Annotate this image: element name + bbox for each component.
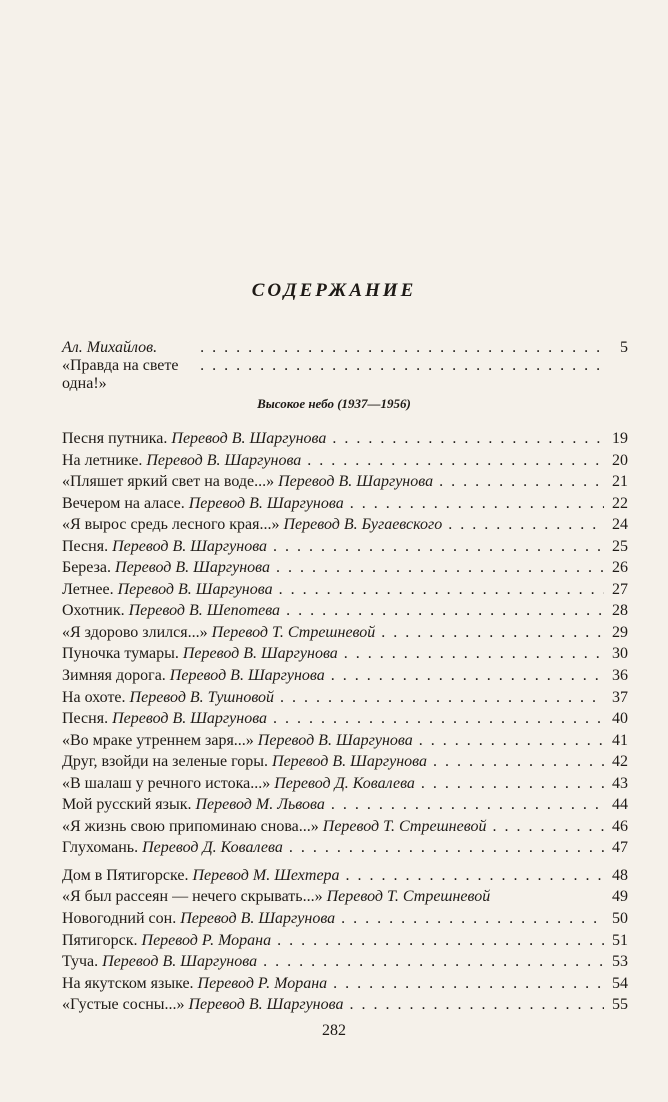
dot-leader <box>277 932 604 950</box>
toc-entry-translator: Перевод В. Шаргунова <box>115 559 270 577</box>
toc-entry-text <box>62 839 283 857</box>
toc-entry-text <box>62 430 326 448</box>
toc-entry <box>62 932 628 954</box>
dot-leader <box>381 624 604 642</box>
toc-entry <box>62 753 628 775</box>
toc-entry-page: 51 <box>612 931 628 949</box>
dot-leader <box>448 516 604 534</box>
dot-leader <box>331 667 604 685</box>
toc-entry-text <box>62 645 338 663</box>
toc-entry-translator: Перевод В. Шаргунова <box>117 580 273 598</box>
dot-leader <box>273 710 604 728</box>
toc-entry <box>62 975 628 997</box>
toc-entry-title: На якутском языке. <box>62 974 194 992</box>
toc-entry-text <box>62 538 267 556</box>
toc-entry-title: Мой русский язык. <box>62 796 192 814</box>
dot-leader <box>439 473 604 491</box>
toc-entry-text <box>62 796 325 814</box>
toc-entry-page: 36 <box>612 667 628 685</box>
toc-entry-page: 19 <box>612 430 628 447</box>
toc-entry-translator: Перевод В. Шаргунова <box>257 731 413 749</box>
toc-entry <box>62 538 628 560</box>
toc-entry <box>62 581 628 603</box>
dot-leader <box>263 953 604 971</box>
toc-entry-page: 46 <box>612 817 628 835</box>
toc-entry-title: Пятигорск. <box>62 931 138 949</box>
toc-entry-translator: Перевод В. Шаргунова <box>169 667 325 685</box>
toc-entry-translator: Перевод Д. Ковалева <box>274 774 415 792</box>
toc-entry-page: 50 <box>612 910 628 928</box>
toc-entry-translator: Перевод В. Шаргунова <box>278 473 434 491</box>
toc-entry-translator: Перевод В. Шаргунова <box>112 710 268 728</box>
toc-entry-title: На охоте. <box>62 688 126 706</box>
toc-entry-translator: Перевод В. Шаргунова <box>180 910 336 928</box>
toc-entry-translator: Перевод Р. Морана <box>141 931 272 949</box>
toc-entry-text <box>62 667 325 685</box>
page-title: СОДЕРЖАНИЕ <box>251 280 417 301</box>
toc-entry-page: 55 <box>612 996 628 1014</box>
toc-entry <box>62 953 628 975</box>
intro-entry <box>62 339 628 392</box>
toc-entry <box>62 516 628 538</box>
toc-entry <box>62 732 628 754</box>
toc-entry-title: Пуночка тумары. <box>62 645 179 663</box>
toc-entry-translator: Перевод М. Львова <box>195 796 325 814</box>
toc-entry-title: Песня. <box>62 537 109 555</box>
page-number: 282 <box>322 1022 346 1039</box>
toc-entry <box>62 867 628 889</box>
toc-entry-page: 24 <box>612 516 628 534</box>
toc-entry-title: «Пляшет яркий свет на воде...» <box>62 473 275 491</box>
intro-title: «Правда на свете одна!» <box>62 357 179 392</box>
toc-entry-title: Туча. <box>62 953 99 971</box>
toc-entry-text <box>62 932 271 950</box>
toc-entry-page: 41 <box>612 731 628 749</box>
toc-entry-title: Глухомань. <box>62 839 139 857</box>
toc-entry-title: Вечером на аласе. <box>62 494 185 512</box>
toc-entry-text <box>62 495 344 513</box>
intro-author: Ал. Михайлов. <box>62 339 158 356</box>
toc-entry-title: Зимняя дорога. <box>62 667 166 685</box>
dot-leader <box>280 689 604 707</box>
dot-leader <box>279 581 604 599</box>
toc-entry-page: 40 <box>612 710 628 728</box>
toc-entry-text <box>62 473 433 491</box>
toc-entry <box>62 624 628 646</box>
dot-leader <box>344 645 604 663</box>
dot-leader <box>419 732 604 750</box>
toc-entry-translator: Перевод В. Тушновой <box>129 688 275 706</box>
toc-entry-translator: Перевод В. Шаргунова <box>102 953 258 971</box>
dot-leader <box>276 559 604 577</box>
toc-entry-title: Новогодний сон. <box>62 910 177 928</box>
toc-entry-translator: Перевод Т. Стрешневой <box>322 817 487 835</box>
toc-entry <box>62 775 628 797</box>
toc-entry-title: Дом в Пятигорске. <box>62 866 189 884</box>
toc-entry-translator: Перевод В. Бугаевского <box>283 516 443 534</box>
toc-entry-text <box>62 452 301 470</box>
toc-entry-text <box>62 818 486 836</box>
dot-leader <box>307 452 604 470</box>
dot-leader <box>331 796 604 814</box>
dot-leader <box>286 602 604 620</box>
toc-entry-page: 27 <box>612 580 628 598</box>
toc-entry <box>62 888 628 910</box>
toc-entry-title: На летнике. <box>62 451 143 469</box>
toc-entry-page: 21 <box>612 473 628 491</box>
toc-entry-text <box>62 710 267 728</box>
toc-entry <box>62 473 628 495</box>
toc-entry-translator: Перевод В. Шаргунова <box>146 451 302 469</box>
dot-leader <box>273 538 604 556</box>
toc-entry <box>62 645 628 667</box>
toc-entry <box>62 689 628 711</box>
toc-entry-title: Охотник. <box>62 602 125 620</box>
toc-entry <box>62 602 628 624</box>
toc-entry-page: 22 <box>612 494 628 512</box>
intro-page: 5 <box>620 339 628 356</box>
toc-entry-text <box>62 910 335 928</box>
toc-entry-text <box>62 996 343 1014</box>
toc-entry-text <box>62 867 340 885</box>
toc-entry-title: «Я вырос средь лесного края...» <box>62 516 280 534</box>
toc-entry-page: 26 <box>612 559 628 577</box>
toc-entry-page: 20 <box>612 451 628 469</box>
dot-leader <box>350 495 604 513</box>
toc-entry-translator: Перевод В. Шаргунова <box>188 494 344 512</box>
toc-entry-translator: Перевод Т. Стрешневой <box>326 888 491 906</box>
toc-entry-title: «Густые сосны...» <box>62 996 185 1014</box>
toc-list <box>62 430 628 1018</box>
toc-entry-title: «Я жизнь свою припоминаю снова...» <box>62 817 319 835</box>
toc-entry-translator: Перевод М. Шехтера <box>192 866 340 884</box>
dot-leader <box>421 775 604 793</box>
toc-entry-text <box>62 624 375 642</box>
toc-entry <box>62 452 628 474</box>
toc-entry-page: 49 <box>612 888 628 906</box>
dot-leader <box>349 996 604 1014</box>
toc-entry-text <box>62 559 270 577</box>
toc-entry-page: 29 <box>612 623 628 641</box>
section-heading: Высокое небо (1937—1956) <box>257 396 411 411</box>
toc-entry-text <box>62 602 280 620</box>
toc-entry-page: 30 <box>612 645 628 663</box>
toc-entry-text <box>62 775 415 793</box>
toc-entry-page: 54 <box>612 974 628 992</box>
toc-entry-text <box>62 753 427 771</box>
toc-entry-title: «Я здорово злился...» <box>62 623 208 641</box>
toc-entry <box>62 559 628 581</box>
toc-entry-translator: Перевод Р. Морана <box>197 974 328 992</box>
toc-entry-translator: Перевод В. Шаргунова <box>272 753 427 771</box>
toc-entry-text <box>62 888 490 906</box>
dot-leader <box>346 867 604 885</box>
toc-entry <box>62 996 628 1018</box>
toc-entry-title: «Во мраке утреннем заря...» <box>62 731 254 749</box>
bleed-through-text <box>300 48 620 218</box>
toc-entry <box>62 818 628 840</box>
toc-entry-translator: Перевод В. Шаргунова <box>182 645 338 663</box>
toc-entry-title: «В шалаш у речного истока...» <box>62 774 271 792</box>
toc-entry-translator: Перевод В. Шаргунова <box>188 996 344 1014</box>
toc-entry-title: Береза. <box>62 559 112 577</box>
toc-entry-title: «Я был рассеян — нечего скрывать...» <box>62 888 323 906</box>
dot-leader <box>289 839 604 857</box>
toc-entry-page: 25 <box>612 537 628 555</box>
toc-entry <box>62 495 628 517</box>
toc-entry-text <box>62 732 413 750</box>
dot-leader <box>332 430 604 448</box>
toc-entry-translator: Перевод В. Шаргунова <box>112 537 268 555</box>
toc-entry-translator: Перевод В. Шаргунова <box>171 430 327 447</box>
dot-leader <box>492 818 604 836</box>
dot-leader <box>341 910 604 928</box>
toc-entry-translator: Перевод Д. Ковалева <box>142 839 283 857</box>
toc-entry-title: Песня. <box>62 710 109 728</box>
intro-text <box>62 339 194 393</box>
toc-entry-page: 48 <box>612 866 628 884</box>
toc-entry <box>62 839 628 861</box>
toc-entry-page: 44 <box>612 796 628 814</box>
toc-entry-page: 42 <box>612 753 628 771</box>
toc-entry-page: 47 <box>612 839 628 857</box>
toc-entry-page: 28 <box>612 602 628 620</box>
toc-entry-page: 53 <box>612 953 628 971</box>
dot-leader <box>333 975 604 993</box>
toc-entry-title: Друг, взойди на зеленые горы. <box>62 753 269 771</box>
dot-leader <box>433 753 604 771</box>
toc-entry-title: Песня путника. <box>62 430 168 447</box>
dot-leader <box>200 339 604 375</box>
toc-entry-text <box>62 953 257 971</box>
toc-entry <box>62 430 628 452</box>
toc-entry-text <box>62 975 327 993</box>
toc-entry <box>62 796 628 818</box>
toc-entry-text <box>62 581 273 599</box>
toc-entry-text <box>62 516 442 534</box>
toc-entry-translator: Перевод В. Шепотева <box>128 602 281 620</box>
toc-entry-page: 43 <box>612 774 628 792</box>
toc-entry <box>62 910 628 932</box>
toc-entry-text <box>62 689 274 707</box>
toc-entry <box>62 667 628 689</box>
toc-entry-translator: Перевод Т. Стрешневой <box>211 623 376 641</box>
toc-entry-page: 37 <box>612 688 628 706</box>
toc-entry <box>62 710 628 732</box>
toc-entry-title: Летнее. <box>62 580 114 598</box>
